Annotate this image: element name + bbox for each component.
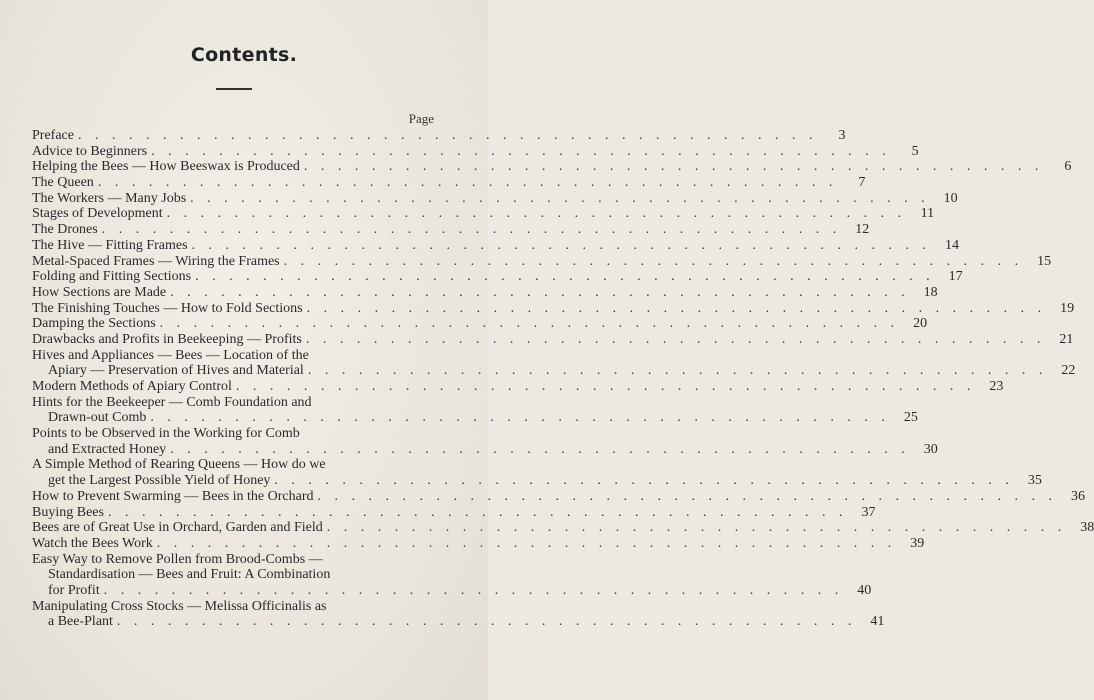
toc-entry-line xyxy=(32,190,958,207)
toc-page-number: 18 xyxy=(923,284,938,300)
toc-entry-line xyxy=(32,426,434,442)
toc-entry-title: Drawbacks and Profits in Beekeeping — Profits xyxy=(32,331,302,347)
dot-leader: . . . . . . . . . . . . . . . . . . . . . . . . . . . . . . . . . . . . . . . . . . . . xyxy=(235,379,976,394)
dot-leader: . . . . . . . . . . . . . . . . . . . . . . . . . . . . . . . . . . . . . . . . . . . . xyxy=(151,143,891,159)
dot-leader: . . . . . . . . . . . . . . . . . . . . . . . . . . . . . . . . . . . . . . . . . . . . xyxy=(159,316,900,332)
toc-entry xyxy=(32,175,866,191)
toc-page-number: 37 xyxy=(861,504,876,520)
toc-entry-line xyxy=(32,535,925,552)
toc-entry-line xyxy=(32,457,434,473)
toc-entry xyxy=(32,300,1075,317)
toc-entry-title: Preface xyxy=(32,128,74,143)
dot-leader: . . . . . . . . . . . . . . . . . . . . . . . . . . . . . . . . . . . . . . . . . . . . xyxy=(283,253,1024,269)
toc-entry-line xyxy=(32,128,846,144)
toc-entry-title: get the Largest Possible Yield of Honey xyxy=(48,473,271,489)
toc-page-number: 38 xyxy=(1080,520,1094,536)
toc-entry-title: Easy Way to Remove Pollen from Brood-Combs — xyxy=(32,551,323,567)
dot-leader: . . . . . . . . . . . . . . . . . . . . . . . . . . . . . . . . . . . . . . . . . . . . xyxy=(101,222,842,238)
table-of-contents xyxy=(32,128,1094,630)
toc-entry xyxy=(32,551,872,599)
toc-entry xyxy=(32,520,1094,536)
toc-entry-continuation xyxy=(32,473,1042,489)
toc-entry-title: Watch the Bees Work xyxy=(32,535,153,551)
toc-entry-title: Advice to Beginners xyxy=(32,143,148,159)
toc-entry-title: Points to be Observed in the Working for Comb xyxy=(32,426,300,442)
toc-entry-line xyxy=(32,395,434,411)
toc-entry-title: How to Prevent Swarming — Bees in the Orchard xyxy=(32,488,314,504)
toc-entry-title: Damping the Sections xyxy=(32,316,156,332)
toc-entry-title: Folding and Fitting Sections xyxy=(32,269,192,285)
toc-page-number: 15 xyxy=(1037,253,1052,269)
toc-entry-line xyxy=(32,253,1052,270)
toc-entry-line xyxy=(32,331,1074,348)
toc-entry-title: Metal-Spaced Frames — Wiring the Frames xyxy=(32,253,280,269)
toc-page-number: 21 xyxy=(1059,331,1074,347)
toc-entry-line xyxy=(32,552,434,568)
toc-entry-line xyxy=(32,599,434,615)
dot-leader: . . . . . . . . . . . . . . . . . . . . . . . . . . . . . . . . . . . . . . . . . . . . xyxy=(303,159,1044,175)
dot-leader: . . . . . . . . . . . . . . . . . . . . . . . . . . . . . . . . . . . . . . . . . . . . xyxy=(305,331,1046,347)
toc-page-number: 40 xyxy=(857,582,872,598)
toc-page-number: 10 xyxy=(943,190,958,206)
toc-entry-title: Modern Methods of Apiary Control xyxy=(32,379,232,394)
toc-entry-line xyxy=(32,348,434,364)
toc-page-number: 41 xyxy=(870,614,885,630)
toc-entry xyxy=(32,143,919,160)
toc-entry xyxy=(32,237,960,254)
toc-entry-continuation xyxy=(32,567,434,583)
dot-leader: . . . . . . . . . . . . . . . . . . . . . . . . . . . . . . . . . . . . . . . . . . . . xyxy=(166,206,907,222)
dot-leader: . . . . . . . . . . . . . . . . . . . . . . . . . . . . . . . . . . . . . . . . . . . . xyxy=(191,237,932,253)
toc-entry xyxy=(32,426,938,457)
toc-entry-title: How Sections are Made xyxy=(32,284,167,300)
toc-entry-continuation xyxy=(32,410,918,426)
dot-leader: . . . . . . . . . . . . . . . . . . . . . . . . . . . . . . . . . . . . . . . . . . . . xyxy=(156,535,897,551)
toc-page-number: 25 xyxy=(903,410,918,426)
toc-entry-line xyxy=(32,504,876,521)
toc-entry xyxy=(32,222,870,238)
toc-page-number: 19 xyxy=(1060,300,1075,316)
toc-page-number: 23 xyxy=(989,379,1004,394)
toc-page-number: 20 xyxy=(913,316,928,332)
dot-leader: . . . . . . . . . . . . . . . . . . . . . . . . . . . . . . . . . . . . . . . . . . . . xyxy=(195,269,935,285)
toc-entry xyxy=(32,159,1072,175)
toc-page-number: 36 xyxy=(1071,488,1085,504)
toc-entry-title: Manipulating Cross Stocks — Melissa Officinalis as xyxy=(32,598,327,614)
title-rule xyxy=(216,88,252,90)
toc-entry-line xyxy=(32,269,963,285)
dot-leader: . . . . . . . . . . . . . . . . . . . . . . . . . . . . . . . . . . . . . . . . . . . . xyxy=(326,520,1067,536)
toc-page-number: 3 xyxy=(838,128,846,143)
toc-entry-title: Apiary — Preservation of Hives and Material xyxy=(48,363,304,379)
toc-entry-title: for Profit xyxy=(48,582,100,598)
toc-entry xyxy=(32,206,935,222)
toc-entry-title: The Workers — Many Jobs xyxy=(32,190,187,206)
dot-leader: . . . . . . . . . . . . . . . . . . . . . . . . . . . . . . . . . . . . . . . . . . . . xyxy=(307,363,1048,379)
toc-entry-line xyxy=(32,159,1072,175)
toc-entry-line xyxy=(32,379,1004,395)
page-column-label: Page xyxy=(408,111,434,126)
toc-page-number: 22 xyxy=(1061,363,1076,379)
toc-entry xyxy=(32,253,1052,270)
toc-entry-line xyxy=(32,284,938,301)
toc-page-number: 11 xyxy=(920,206,935,222)
toc-entry-title: Stages of Development xyxy=(32,206,163,222)
toc-entry-line xyxy=(32,488,1085,505)
toc-entry-title: The Drones xyxy=(32,222,98,238)
toc-page-number: 14 xyxy=(945,237,960,253)
toc-entry-line xyxy=(32,520,1094,536)
toc-entry-line xyxy=(32,222,870,238)
toc-entry xyxy=(32,457,1042,489)
toc-entry-title: Bees are of Great Use in Orchard, Garden and Field xyxy=(32,520,323,536)
toc-entry-title: Hints for the Beekeeper — Comb Foundation and xyxy=(32,394,312,410)
toc-page-number: 35 xyxy=(1027,473,1042,489)
dot-leader: . . . . . . . . . . . . . . . . . . . . . . . . . . . . . . . . . . . . . . . . . . . . xyxy=(317,488,1057,504)
toc-entry-line xyxy=(32,206,935,222)
toc-entry xyxy=(32,379,1004,395)
toc-entry-line xyxy=(32,143,919,160)
toc-entry-continuation xyxy=(32,582,872,599)
toc-entry xyxy=(32,316,928,332)
dot-leader: . . . . . . . . . . . . . . . . . . . . . . . . . . . . . . . . . . . . . . . . . . . . xyxy=(170,284,910,300)
toc-entry-title: The Queen xyxy=(32,175,94,191)
dot-leader: . . . . . . . . . . . . . . . . . . . . . . . . . . . . . . . . . . . . . . . . . . . . xyxy=(107,504,848,520)
dot-leader: . . . . . . . . . . . . . . . . . . . . . . . . . . . . . . . . . . . . . . . . . . . . xyxy=(103,582,844,598)
dot-leader: . . . . . . . . . . . . . . . . . . . . . . . . . . . . . . . . . . . . . . . . . . . . xyxy=(306,300,1047,316)
page-title: Contents. xyxy=(190,44,298,66)
toc-entry-title: Buying Bees xyxy=(32,504,104,520)
toc-page-number: 17 xyxy=(948,269,963,285)
toc-page-number: 30 xyxy=(923,441,938,457)
toc-entry xyxy=(32,535,925,552)
toc-entry xyxy=(32,598,885,630)
toc-page-number: 7 xyxy=(858,175,866,191)
toc-entry xyxy=(32,488,1085,505)
toc-entry xyxy=(32,128,846,144)
toc-entry xyxy=(32,394,918,426)
dot-leader: . . . . . . . . . . . . . . . . . . . . . . . . . . . . . . . . . . . . . . . . . . . . xyxy=(170,441,910,457)
toc-entry-continuation xyxy=(32,614,885,630)
toc-entry-title: A Simple Method of Rearing Queens — How do we xyxy=(32,457,326,473)
dot-leader: . . . . . . . . . . . . . . . . . . . . . . . . . . . . . . . . . . . . . . . . . . . . xyxy=(190,190,930,206)
toc-entry-continuation xyxy=(32,363,1076,379)
dot-leader: . . . . . . . . . . . . . . . . . . . . . . . . . . . . . . . . . . . . . . . . . . . . xyxy=(97,175,838,191)
toc-entry xyxy=(32,269,963,285)
toc-page-number: 5 xyxy=(911,143,919,159)
dot-leader: . . . . . . . . . . . . . . . . . . . . . . . . . . . . . . . . . . . . . . . . . . . . xyxy=(77,128,818,143)
toc-page-number: 39 xyxy=(910,535,925,551)
toc-entry xyxy=(32,347,1076,379)
toc-page-number: 6 xyxy=(1064,159,1072,175)
toc-entry-continuation xyxy=(32,441,938,458)
dot-leader: . . . . . . . . . . . . . . . . . . . . . . . . . . . . . . . . . . . . . . . . . . . . xyxy=(116,614,857,630)
toc-entry-line xyxy=(32,316,928,332)
toc-entry-title: Helping the Bees — How Beeswax is Produced xyxy=(32,159,300,175)
toc-entry xyxy=(32,331,1074,348)
toc-page-number: 12 xyxy=(855,222,870,238)
toc-entry-line xyxy=(32,300,1075,317)
toc-entry-line xyxy=(32,237,960,254)
toc-entry-title: Standardisation — Bees and Fruit: A Combination xyxy=(48,567,331,583)
toc-entry-line xyxy=(32,175,866,191)
toc-entry xyxy=(32,190,958,207)
toc-entry-title: Hives and Appliances — Bees — Location of the xyxy=(32,347,309,363)
toc-entry-title: a Bee-Plant xyxy=(48,614,113,630)
toc-entry-title: The Finishing Touches — How to Fold Sections xyxy=(32,300,303,316)
toc-entry-title: The Hive — Fitting Frames xyxy=(32,237,188,253)
toc-entry xyxy=(32,504,876,521)
toc-entry xyxy=(32,284,938,301)
toc-entry-title: Drawn-out Comb xyxy=(48,410,147,426)
toc-entry-title: and Extracted Honey xyxy=(48,441,167,457)
dot-leader: . . . . . . . . . . . . . . . . . . . . . . . . . . . . . . . . . . . . . . . . . . . . xyxy=(150,410,890,426)
dot-leader: . . . . . . . . . . . . . . . . . . . . . . . . . . . . . . . . . . . . . . . . . . . . xyxy=(274,473,1014,489)
